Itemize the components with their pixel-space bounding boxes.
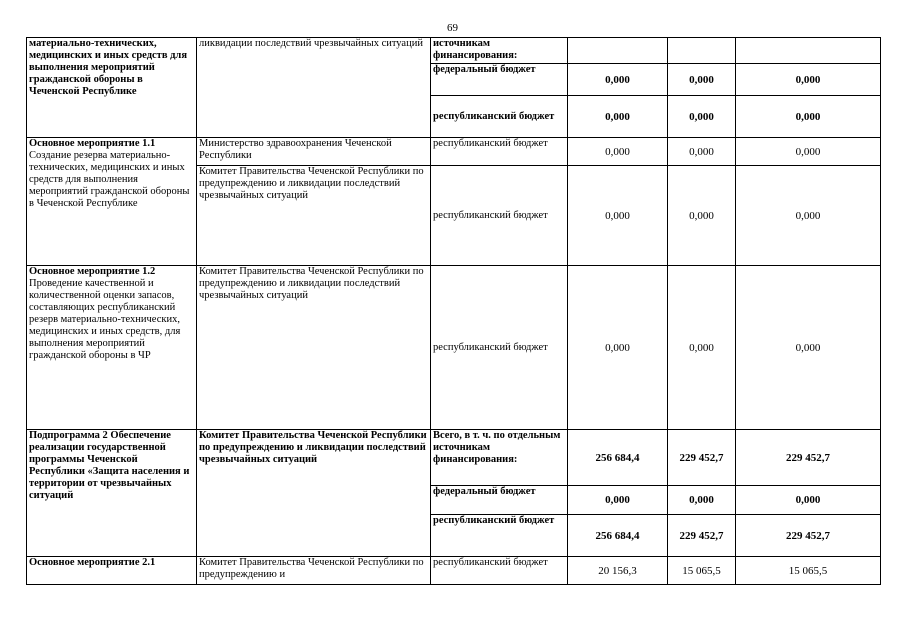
value-cell: 229 452,7 [668,430,736,486]
page-number: 69 [447,22,458,34]
source-cell: республиканский бюджет [431,96,568,138]
value-cell: 0,000 [568,266,668,430]
program-name-cell: материально-технических, медицинских и иных средств для выполнения мероприятий гражданской обороны в Чеченской Республике [27,38,197,138]
measure-title: Основное мероприятие 1.1 [29,138,156,149]
value-cell: 0,000 [736,138,881,166]
executor-cell: Комитет Правительства Чеченской Республики по предупреждению и ликвидации последствий чрезвычайных ситуаций [197,166,431,266]
value-cell: 0,000 [568,166,668,266]
value-cell: 0,000 [668,166,736,266]
measure-description: Создание резерва материально-технических, медицинских и иных средств для выполнения мероприятий гражданской обороны в Чеченской Республике [29,150,190,209]
executor-cell: Министерство здравоохранения Чеченской Республики [197,138,431,166]
source-cell: республиканский бюджет [431,515,568,557]
value-cell: 20 156,3 [568,557,668,585]
executor-cell: ликвидации последствий чрезвычайных ситуаций [197,38,431,138]
executor-cell: Комитет Правительства Чеченской Республики по предупреждению и ликвидации последствий чрезвычайных ситуаций [197,266,431,430]
value-cell: 0,000 [668,266,736,430]
measure-description: Проведение качественной и количественной оценки запасов, составляющих республиканский резерв материально-технических, медицинских и иных средств, для выполнения мероприятий гражданской обороны в ЧР [29,278,181,361]
value-cell [736,38,881,64]
value-cell: 0,000 [668,64,736,96]
value-cell: 0,000 [568,486,668,515]
source-cell: республиканский бюджет [431,166,568,266]
value-cell: 15 065,5 [736,557,881,585]
source-cell: республиканский бюджет [431,138,568,166]
value-cell: 0,000 [568,138,668,166]
source-cell: федеральный бюджет [431,64,568,96]
table-row [27,557,881,585]
value-cell: 0,000 [568,96,668,138]
table-row [27,266,881,430]
value-cell: 229 452,7 [736,515,881,557]
source-cell: республиканский бюджет [431,266,568,430]
source-cell: Всего, в т. ч. по отдельным источникам финансирования: [431,430,568,486]
value-cell: 15 065,5 [668,557,736,585]
table-row [27,138,881,166]
value-cell: 0,000 [568,64,668,96]
value-cell: 0,000 [736,64,881,96]
measure-title-cell: Основное мероприятие 2.1 [27,557,197,585]
measure-name-cell [27,138,197,266]
value-cell: 0,000 [736,166,881,266]
value-cell [668,38,736,64]
budget-table [26,37,881,585]
value-cell: 0,000 [736,486,881,515]
value-cell: 0,000 [668,96,736,138]
executor-cell: Комитет Правительства Чеченской Республики по предупреждению и ликвидации последствий чрезвычайных ситуаций [197,430,431,557]
executor-cell: Комитет Правительства Чеченской Республики по предупреждению и [197,557,431,585]
subprogram-name-cell: Подпрограмма 2 Обеспечение реализации государственной программы Чеченской Республики «Защита населения и территории от чрезвычайных ситуаций [27,430,197,557]
value-cell: 229 452,7 [736,430,881,486]
source-cell: федеральный бюджет [431,486,568,515]
value-cell: 0,000 [668,486,736,515]
value-cell [568,38,668,64]
value-cell: 0,000 [736,96,881,138]
table-row [27,430,881,486]
measure-name-cell [27,266,197,430]
value-cell: 256 684,4 [568,515,668,557]
value-cell: 0,000 [668,138,736,166]
measure-title: Основное мероприятие 1.2 [29,266,156,277]
value-cell: 256 684,4 [568,430,668,486]
table-row [27,38,881,64]
source-cell: республиканский бюджет [431,557,568,585]
value-cell: 0,000 [736,266,881,430]
source-cell: источникам финансирования: [431,38,568,64]
value-cell: 229 452,7 [668,515,736,557]
